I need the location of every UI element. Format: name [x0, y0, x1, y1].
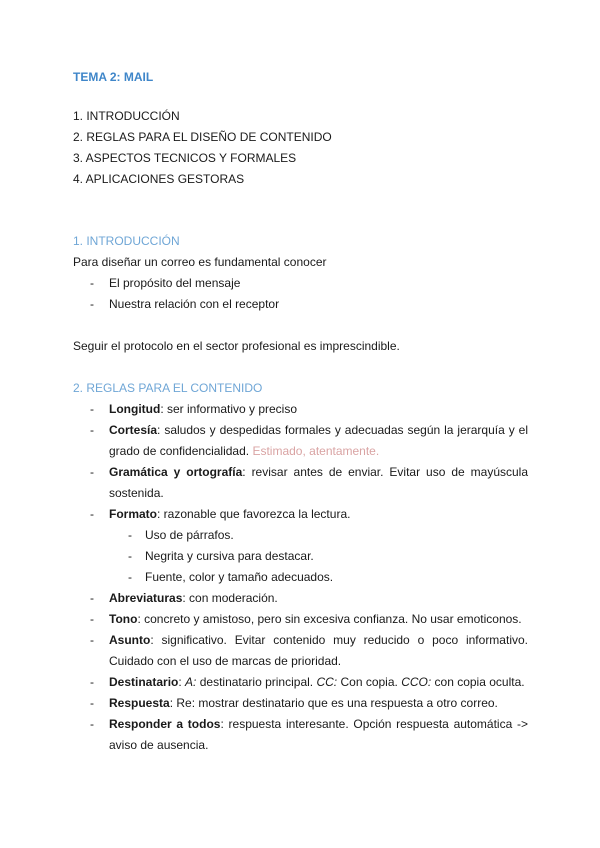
intro-list	[73, 273, 528, 315]
list-item: - Gramática y ortografía: revisar antes de enviar. Evitar uso de mayúscula sostenida.	[90, 465, 529, 500]
list-item: - Destinatario: A: destinatario principal. CC: Con copia. CCO: con copia oculta.	[90, 675, 525, 689]
rules-list	[73, 399, 528, 756]
example-text: Estimado, atentamente.	[252, 444, 380, 458]
table-of-contents	[73, 106, 528, 190]
list-item: - Cortesía: saludos y despedidas formales y adecuadas según la jerarquía y el grado de confidencialidad. Estimado, atentamente.	[90, 423, 528, 458]
list-item: - Responder a todos: respuesta interesante. Opción respuesta automática -> aviso de ausencia.	[90, 717, 528, 752]
list-item: - Respuesta: Re: mostrar destinatario que es una respuesta a otro correo.	[90, 696, 498, 710]
section-heading-rules: 2. REGLAS PARA EL CONTENIDO	[73, 381, 263, 395]
toc-item: 4. APLICACIONES GESTORAS	[73, 172, 245, 186]
list-item: - Tono: concreto y amistoso, pero sin excesiva confianza. No usar emoticonos.	[90, 612, 522, 626]
toc-item: 1. INTRODUCCIÓN	[73, 109, 180, 123]
sublist-item: - Uso de párrafos.	[128, 528, 234, 542]
sublist-item: - Negrita y cursiva para destacar.	[128, 549, 314, 563]
list-item: - Longitud: ser informativo y preciso	[90, 402, 298, 416]
intro-closing: Seguir el protocolo en el sector profesional es imprescindible.	[73, 339, 400, 353]
doc-title: TEMA 2: MAIL	[73, 70, 154, 84]
list-item: - Asunto: significativo. Evitar contenido muy reducido o poco informativo. Cuidado con el uso de marcas de prioridad.	[90, 633, 528, 668]
document-page	[73, 70, 528, 756]
list-item: - Nuestra relación con el receptor	[90, 297, 280, 311]
format-sublist	[109, 525, 528, 588]
sublist-item: - Fuente, color y tamaño adecuados.	[128, 570, 334, 584]
toc-item: 2. REGLAS PARA EL DISEÑO DE CONTENIDO	[73, 130, 332, 144]
section-heading-intro: 1. INTRODUCCIÓN	[73, 234, 180, 248]
list-item: - Formato: razonable que favorezca la lectura. - Uso de párrafos. - Negrita y cursiva para destacar. - Fuente, color y tamaño adecuados.	[73, 504, 528, 588]
intro-lead: Para diseñar un correo es fundamental conocer	[73, 255, 327, 269]
list-item: - Abreviaturas: con moderación.	[90, 591, 278, 605]
list-item: - El propósito del mensaje	[90, 276, 241, 290]
toc-item: 3. ASPECTOS TECNICOS Y FORMALES	[73, 151, 297, 165]
